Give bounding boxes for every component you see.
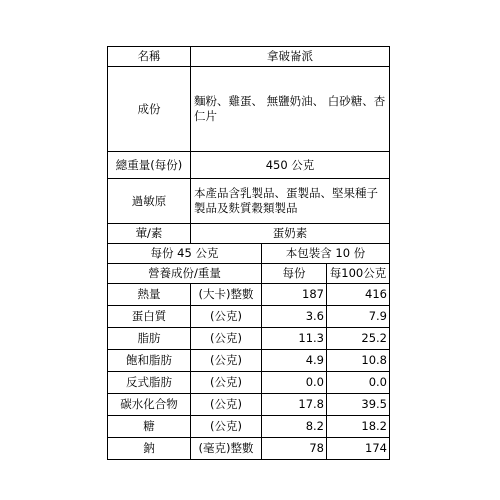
vegetarian-label: 葷/素 bbox=[107, 223, 191, 244]
nutrient-per-serving: 187 bbox=[261, 283, 327, 306]
nutrient-per-100g: 10.8 bbox=[326, 349, 390, 372]
nutrient-per-100g: 416 bbox=[326, 283, 390, 306]
nutrient-name: 脂肪 bbox=[107, 327, 191, 350]
vegetarian-value: 蛋奶素 bbox=[190, 223, 390, 244]
nutrition-label-table bbox=[107, 46, 390, 454]
nutrition-header-label: 營養成份/重量 bbox=[107, 263, 262, 284]
weight-value: 450 公克 bbox=[190, 151, 390, 179]
nutrient-name: 碳水化合物 bbox=[107, 393, 191, 416]
nutrient-per-100g: 7.9 bbox=[326, 305, 390, 328]
nutrient-name: 鈉 bbox=[107, 437, 191, 460]
ingredients-value: 麵粉、雞蛋、 無鹽奶油、 白砂糖、杏仁片 bbox=[190, 66, 390, 152]
allergen-label: 過敏原 bbox=[107, 178, 191, 224]
nutrient-per-100g: 174 bbox=[326, 437, 390, 460]
nutrient-name: 反式脂肪 bbox=[107, 371, 191, 394]
nutrient-unit: (公克) bbox=[190, 327, 262, 350]
nutrient-unit: (公克) bbox=[190, 393, 262, 416]
nutrient-per-serving: 78 bbox=[261, 437, 327, 460]
name-label: 名稱 bbox=[107, 46, 191, 67]
nutrient-per-serving: 11.3 bbox=[261, 327, 327, 350]
allergen-value: 本產品含乳製品、蛋製品、堅果種子製品及麩質穀類製品 bbox=[190, 178, 390, 224]
nutrient-name: 糖 bbox=[107, 415, 191, 438]
nutrient-per-serving: 4.9 bbox=[261, 349, 327, 372]
nutrient-per-serving: 0.0 bbox=[261, 371, 327, 394]
nutrient-per-100g: 39.5 bbox=[326, 393, 390, 416]
nutrient-per-100g: 0.0 bbox=[326, 371, 390, 394]
ingredients-label: 成份 bbox=[107, 66, 191, 152]
nutrient-unit: (公克) bbox=[190, 415, 262, 438]
nutrient-name: 蛋白質 bbox=[107, 305, 191, 328]
nutrient-per-100g: 18.2 bbox=[326, 415, 390, 438]
nutrient-name: 飽和脂肪 bbox=[107, 349, 191, 372]
nutrient-name: 熱量 bbox=[107, 283, 191, 306]
nutrition-header-per-100g: 每100公克 bbox=[326, 263, 390, 284]
per-serving-size: 每份 45 公克 bbox=[107, 243, 262, 264]
nutrition-header-per-serving: 每份 bbox=[261, 263, 327, 284]
servings-per-pack: 本包裝含 10 份 bbox=[261, 243, 390, 264]
nutrient-per-serving: 17.8 bbox=[261, 393, 327, 416]
nutrient-per-serving: 8.2 bbox=[261, 415, 327, 438]
nutrient-per-100g: 25.2 bbox=[326, 327, 390, 350]
nutrient-unit: (公克) bbox=[190, 305, 262, 328]
nutrient-unit: (公克) bbox=[190, 349, 262, 372]
nutrient-unit: (毫克)整數 bbox=[190, 437, 262, 460]
product-name: 拿破崙派 bbox=[190, 46, 390, 67]
nutrient-per-serving: 3.6 bbox=[261, 305, 327, 328]
nutrient-unit: (大卡)整數 bbox=[190, 283, 262, 306]
weight-label: 總重量(每份) bbox=[107, 151, 191, 179]
nutrient-unit: (公克) bbox=[190, 371, 262, 394]
